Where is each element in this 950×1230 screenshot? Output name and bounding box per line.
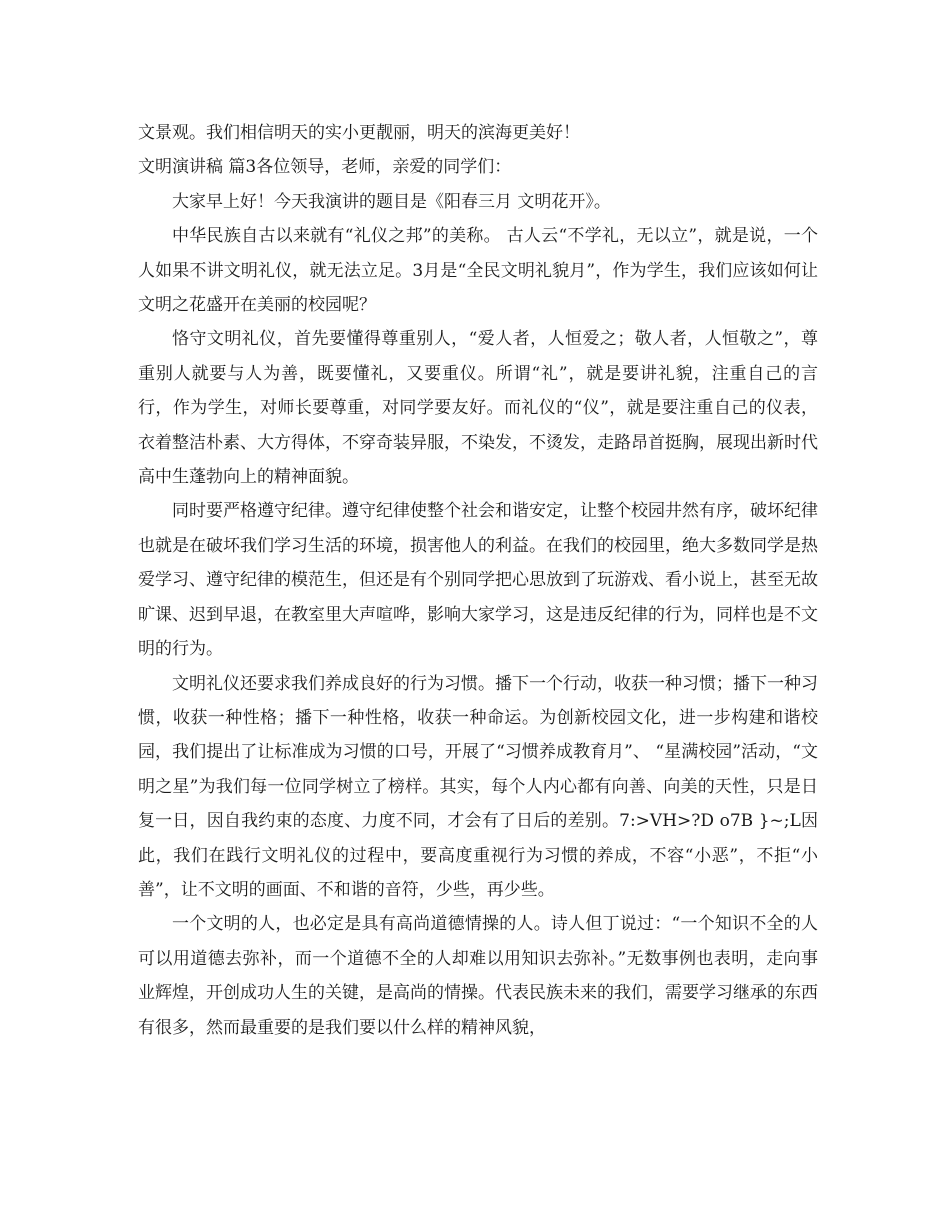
paragraph-continuation: 文景观。我们相信明天的实小更靓丽，明天的滨海更美好！	[138, 123, 580, 143]
document-body	[138, 116, 818, 1045]
paragraph-habits: 文明礼仪还要求我们养成良好的行为习惯。播下一个行动，收获一种习惯；播下一种习惯，收获一种性格；播下一种性格，收获一种命运。为创新校园文化，进一步构建和谐校园，我们提出了让标准成为习惯的口号，开展了“习惯养成教育月”、 “星满校园”活动，“文明之星”为我们每一位同学树立了榜样。其实，每个人内心都有向善、向美的天性，只是日复一日，因自我约束的态度、力度不同，才会有了日后的差别。7:>VH>?D o7B }~;L因此，我们在践行文明礼仪的过程中，要高度重视行为习惯的养成，不容“小恶”，不拒“小善”，让不文明的画面、不和谐的音符，少些，再少些。	[138, 673, 818, 900]
paragraph-etiquette-nation: 中华民族自古以来就有“礼仪之邦”的美称。 古人云“不学礼，无以立”，就是说，一个人如果不讲文明礼仪，就无法立足。3月是“全民文明礼貌月”，作为学生，我们应该如何让文明之花盛开在美丽的校园呢？	[138, 226, 818, 316]
speech-heading: 文明演讲稿 篇3各位领导，老师，亲爱的同学们：	[138, 157, 512, 178]
paragraph-greeting: 大家早上好！今天我演讲的题目是《阳春三月 文明花开》。	[172, 191, 611, 212]
paragraph-morality: 一个文明的人，也必定是具有高尚道德情操的人。诗人但丁说过：“一个知识不全的人可以用道德去弥补，而一个道德不全的人却难以用知识去弥补。”无数事例也表明，走向事业辉煌，开创成功人生的关键，是高尚的情操。代表民族未来的我们，需要学习继承的东西有很多，然而最重要的是我们要以什么样的精神风貌，	[138, 914, 818, 1038]
paragraph-respect: 恪守文明礼仪，首先要懂得尊重别人，“爱人者，人恒爱之；敬人者，人恒敬之”，尊重别人就要与人为善，既要懂礼，又要重仪。所谓“礼”，就是要讲礼貌，注重自己的言行，作为学生，对师长要尊重，对同学要友好。而礼仪的“仪”，就是要注重自己的仪表，衣着整洁朴素、大方得体，不穿奇装异服，不染发，不烫发，走路昂首挺胸，展现出新时代高中生蓬勃向上的精神面貌。	[138, 329, 818, 488]
paragraph-discipline: 同时要严格遵守纪律。遵守纪律使整个社会和谐安定，让整个校园井然有序，破坏纪律也就是在破坏我们学习生活的环境，损害他人的利益。在我们的校园里，绝大多数同学是热爱学习、遵守纪律的模范生，但还是有个别同学把心思放到了玩游戏、看小说上，甚至无故旷课、迟到早退，在教室里大声喧哗，影响大家学习，这是违反纪律的行为，同样也是不文明的行为。	[138, 501, 818, 660]
